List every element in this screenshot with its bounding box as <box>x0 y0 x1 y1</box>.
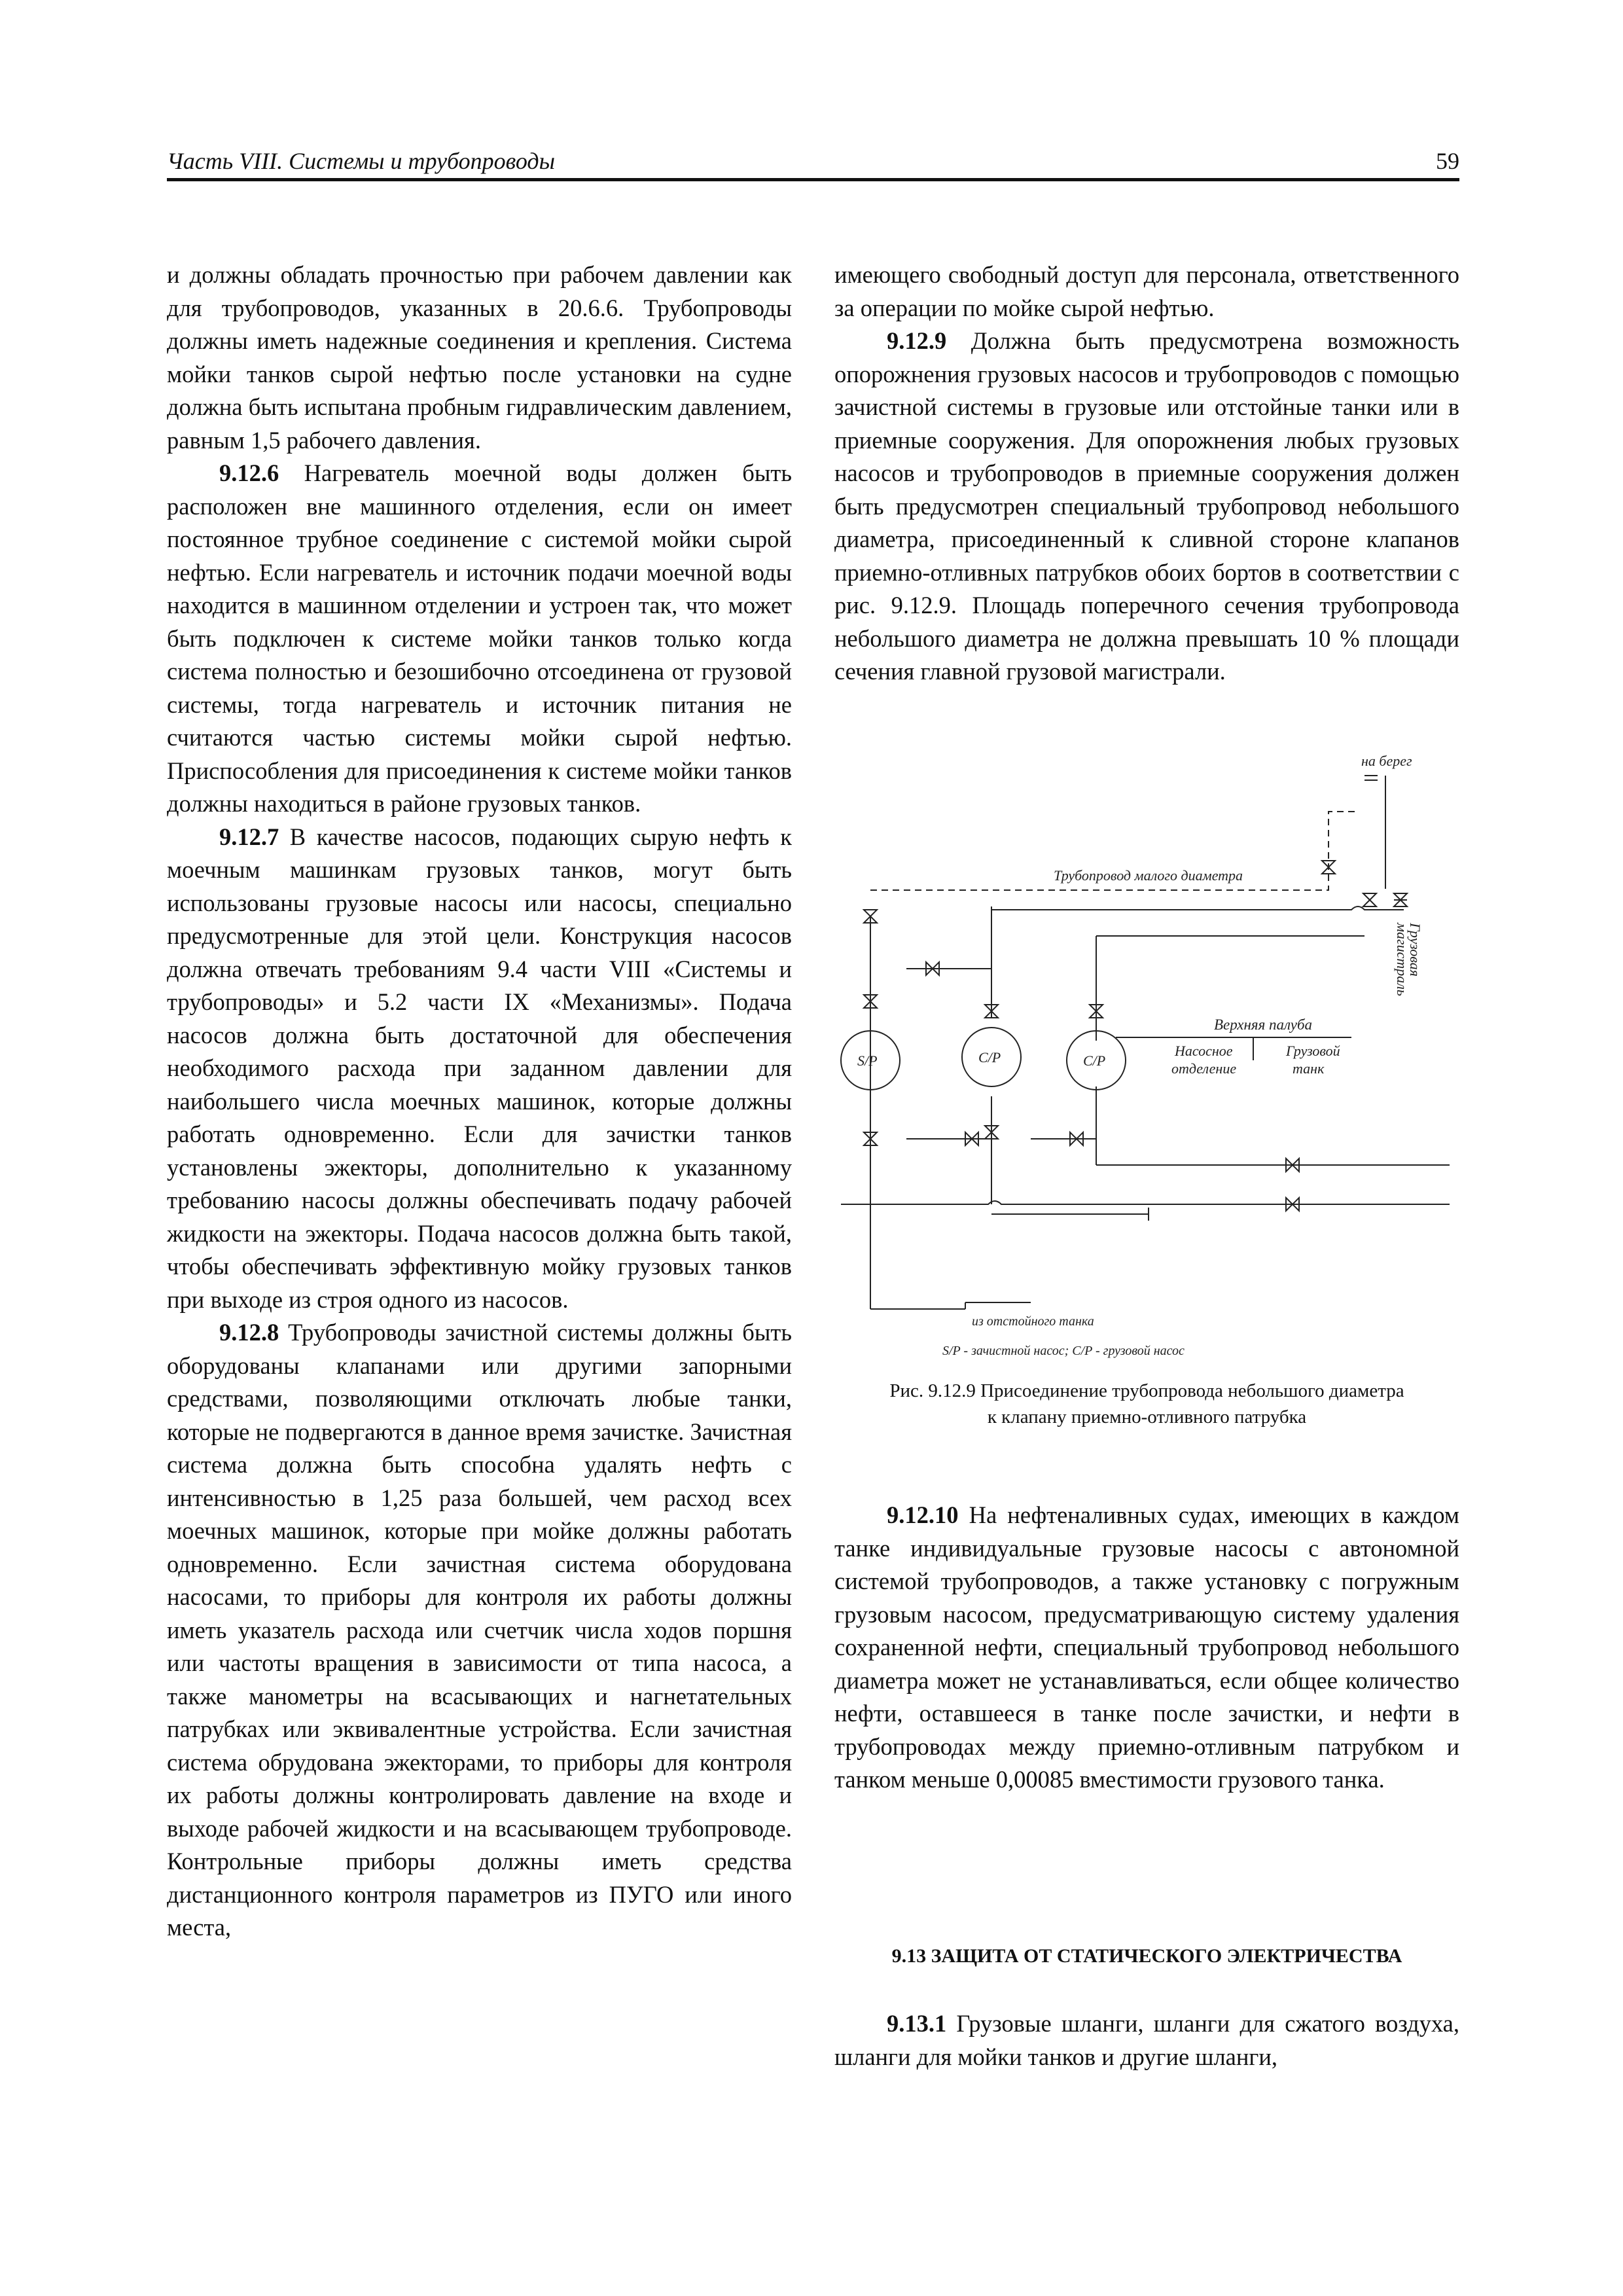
label-cargo-tank-2: танк <box>1293 1060 1325 1077</box>
label-upper-deck: Верхняя палуба <box>1214 1016 1313 1033</box>
label-cargo-pump-2: C/P <box>1083 1052 1106 1069</box>
clause-number: 9.12.6 <box>219 459 279 486</box>
figure-caption: Рис. 9.12.9 Присоединение трубопровода небольшого диаметра к клапану приемно-отливного патрубка <box>889 1380 1404 1427</box>
paragraph-9-12-7: 9.12.7 В качестве насосов, подающих сырую нефть к моечным машинкам грузовых танков, могут быть использованы грузовые насосы или насосы, специально предусмотренные для этой цели. Конструкция насосов должна отвечать требованиям 9.4 части VIII «Системы и трубопроводы» и 5.2 части IX «Механизмы». Подача насосов должна быть достаточной для обеспечения необходимого расхода при заданном давлении для наибольшего числа моечных машинок, которые должны работать одновременно. Если для зачистки танков установлены эжекторы, дополнительно к указанному требованию насосы должны обеспечивать подачу рабочей жидкости на эжекторы. Подача насосов должна быть такой, чтобы обеспечивать эффективную мойку грузовых танков при выходе из строя одного из насосов. <box>167 823 792 1313</box>
label-pump-room-2: отделение <box>1171 1060 1237 1077</box>
clause-number: 9.12.7 <box>219 823 279 850</box>
pipeline-diagram <box>834 746 1459 1361</box>
label-main-line-2: магистраль <box>1394 923 1410 996</box>
clause-number: 9.12.10 <box>887 1501 959 1528</box>
paragraph: и должны обладать прочностью при рабочем давлении как для трубопроводов, указанных в 20.6.6. Трубопроводы должны иметь надежные соединения и крепления. Система мойки танков сырой нефтью после установки на судне должна быть испытана пробным гидравлическим давлением, равным 1,5 рабочего давления. <box>167 261 792 454</box>
paragraph-9-12-6: 9.12.6 Нагреватель моечной воды должен быть расположен вне машинного отделения, если он имеет постоянное трубное соединение с системой мойки сырой нефтью. Если нагреватель и источник подачи моечной воды находится в машинном отделении и устроен так, что может быть подключен к системе мойки танков только когда система полностью и безошибочно отсоединена от грузовой системы, тогда нагреватель и источник питания не считаются частью системы мойки сырой нефтью. Приспособления для присоединения к системе мойки танков должны находиться в районе грузовых танков. <box>167 459 792 817</box>
paragraph-9-12-8: 9.12.8 Трубопроводы зачистной системы должны быть оборудованы клапанами или другими запорными средствами, позволяющими отключать любые танки, которые не подвергаются в данное время зачистке. Зачистная система должна быть способна удалять нефть с интенсивностью в 1,25 раза большей, чем расход всех моечных машинок, которые при мойке должны работать одновременно. Если зачистная система оборудована насосами, то приборы для контроля их работы должны иметь указатель расхода или счетчик числа ходов поршня или частоты вращения в зависимости от типа насоса, а также манометры на всасывающих и нагнетательных патрубках или эквивалентные устройства. Если зачистная система обрудована эжекторами, то приборы для контроля их работы должны контролировать давление на входе и выходе рабочей жидкости и на всасывающем трубопроводе. Контрольные приборы должны иметь средства дистанционного контроля параметров из ПУГО или иного места, <box>167 1319 792 1941</box>
label-small-pipe: Трубопровод малого диаметра <box>1054 867 1243 884</box>
label-to-shore: на берег <box>1361 753 1412 769</box>
section-heading: 9.13 ЗАЩИТА ОТ СТАТИЧЕСКОГО ЭЛЕКТРИЧЕСТВА <box>891 1945 1402 1967</box>
paragraph-9-12-10: 9.12.10 На нефтеналивных судах, имеющих в каждом танке индивидуальные грузовые насосы с автономной системой трубопроводов, а также установку с погружным грузовым насосом, предусматривающую систему удаления сохраненной нефти, специальный трубопровод небольшого диаметра может не устанавливаться, если общее количество нефти, оставшееся в танке после зачистки, и нефти в трубопроводах между приемно-отливным патрубком и танком меньше 0,00085 вместимости грузового танка. <box>834 1501 1459 1793</box>
label-cargo-tank-1: Грузовой <box>1286 1043 1340 1059</box>
clause-number: 9.12.9 <box>887 327 947 354</box>
label-stripping-pump: S/P <box>857 1052 878 1069</box>
figure-legend: S/P - зачистной насос; C/P - грузовой насос <box>942 1344 1185 1358</box>
paragraph: имеющего свободный доступ для персонала, ответственного за операции по мойке сырой нефтью. <box>834 261 1459 321</box>
right-column-bottom <box>834 2007 1459 2073</box>
header-title: Часть VIII. Системы и трубопроводы <box>167 148 555 174</box>
label-from-slop-tank: из отстойного танка <box>972 1314 1094 1329</box>
label-main-line-1: Грузовая <box>1407 923 1423 977</box>
right-column-top <box>834 259 1459 689</box>
page-number: 59 <box>1436 148 1459 174</box>
clause-number: 9.12.8 <box>219 1319 279 1346</box>
paragraph-9-12-9: 9.12.9 Должна быть предусмотрена возможность опорожнения грузовых насосов и трубопроводов с помощью зачистной системы в грузовые или отстойные танки или в приемные сооружения. Для опорожнения любых грузовых насосов и трубопроводов в приемные сооружения должен быть предусмотрен специальный трубопровод небольшого диаметра, присоединенный к сливной стороне клапанов приемно-отливных патрубков обоих бортов в соответствии с рис. 9.12.9. Площадь поперечного сечения трубопровода небольшого диаметра не должна превышать 10 % площади сечения главной грузовой магистрали. <box>834 327 1459 685</box>
label-pump-room-1: Насосное <box>1175 1043 1233 1059</box>
clause-number: 9.13.1 <box>887 2010 947 2037</box>
right-column-mid <box>834 1499 1459 1797</box>
page-header <box>167 147 1459 176</box>
paragraph-9-13-1: 9.13.1 Грузовые шланги, шланги для сжатого воздуха, шланги для мойки танков и другие шланги, <box>834 2010 1459 2070</box>
left-column <box>167 259 792 1945</box>
header-rule <box>167 178 1459 181</box>
label-cargo-pump-1: C/P <box>978 1049 1001 1066</box>
